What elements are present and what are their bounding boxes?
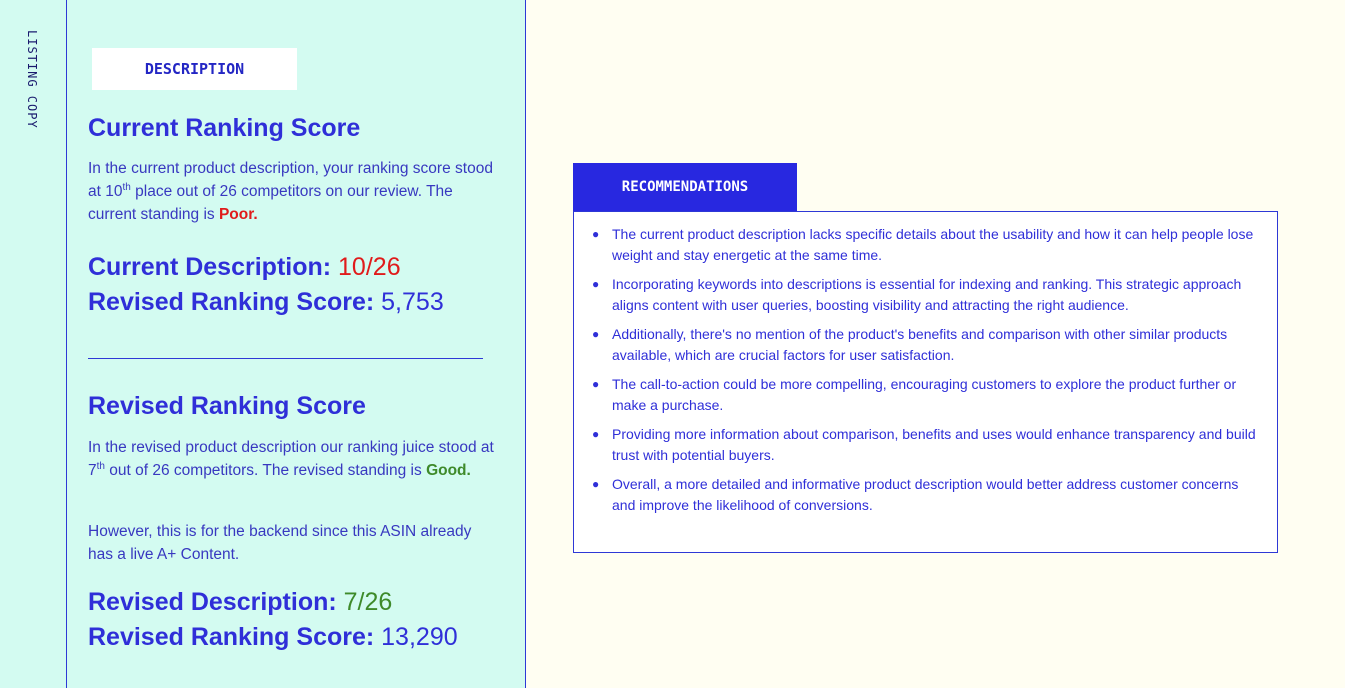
recommendation-item bbox=[592, 374, 1263, 415]
revised-rank-label: Revised Ranking Score: bbox=[88, 623, 382, 651]
current-ranking-heading: Current Ranking Score bbox=[88, 114, 361, 142]
revised-standing: Good. bbox=[426, 462, 471, 479]
current-place-suffix: th bbox=[122, 181, 131, 193]
side-label: LISTING COPY bbox=[25, 30, 39, 129]
revised-place-suffix: th bbox=[96, 460, 105, 472]
recommendation-text: Providing more information about comparison, benefits and uses would enhance transparency and build trust with potential buyers. bbox=[612, 426, 1256, 463]
current-description-line bbox=[88, 253, 401, 282]
recommendation-text: Incorporating keywords into descriptions is essential for indexing and ranking. This strategic approach aligns content with user queries, boosting visibility and attracting the right audience. bbox=[612, 276, 1242, 313]
recommendation-item bbox=[592, 274, 1263, 315]
description-tab[interactable]: DESCRIPTION bbox=[92, 48, 297, 90]
current-description-value: 10/26 bbox=[338, 253, 401, 281]
recommendations-tab[interactable]: RECOMMENDATIONS bbox=[573, 163, 797, 211]
revised-description-value: 7/26 bbox=[343, 588, 393, 616]
bullet-icon: ● bbox=[592, 227, 600, 241]
current-rank-value: 5,753 bbox=[381, 288, 444, 316]
section-divider bbox=[88, 358, 483, 359]
bullet-icon: ● bbox=[592, 277, 600, 291]
current-description-label: Current Description: bbox=[88, 253, 339, 281]
current-ranking-text bbox=[88, 157, 498, 226]
bullet-icon: ● bbox=[592, 427, 600, 441]
recommendations-list bbox=[574, 212, 1277, 515]
recommendation-text: The call-to-action could be more compelling, encouraging customers to explore the product further or make a purchase. bbox=[612, 376, 1237, 413]
revised-rank-line bbox=[88, 623, 458, 652]
current-standing: Poor. bbox=[218, 206, 258, 223]
revised-note: However, this is for the backend since this ASIN already has a live A+ Content. bbox=[88, 523, 472, 563]
bullet-icon: ● bbox=[592, 377, 600, 391]
recommendation-item bbox=[592, 424, 1263, 465]
recommendations-box bbox=[573, 211, 1278, 553]
revised-description-label: Revised Description: bbox=[88, 588, 344, 616]
revised-text-before: In the revised product description our ranking juice stood at 7 bbox=[88, 439, 494, 479]
recommendation-text: Overall, a more detailed and informative product description would better address customer concerns and improve the likelihood of conversions. bbox=[612, 476, 1239, 513]
bullet-icon: ● bbox=[592, 327, 600, 341]
bullet-icon: ● bbox=[592, 477, 600, 491]
description-panel bbox=[67, 0, 526, 688]
recommendation-item bbox=[592, 224, 1263, 265]
side-strip bbox=[0, 0, 67, 688]
revised-ranking-heading: Revised Ranking Score bbox=[88, 392, 366, 420]
revised-rank-value: 13,290 bbox=[381, 623, 458, 651]
current-rank-label: Revised Ranking Score: bbox=[88, 288, 382, 316]
revised-text-after: out of 26 competitors. The revised standing is bbox=[104, 462, 427, 479]
recommendation-text: The current product description lacks specific details about the usability and how it can help people lose weight and stay energetic at the same time. bbox=[612, 226, 1254, 263]
current-rank-line bbox=[88, 288, 444, 317]
recommendation-item bbox=[592, 474, 1263, 515]
current-text-before: In the current product description, your ranking score stood at 10 bbox=[88, 160, 493, 200]
revised-ranking-text bbox=[88, 436, 498, 482]
recommendation-text: Additionally, there's no mention of the product's benefits and comparison with other similar products available, which are crucial factors for user satisfaction. bbox=[612, 326, 1228, 363]
recommendation-item bbox=[592, 324, 1263, 365]
current-text-after: place out of 26 competitors on our review. The current standing is bbox=[88, 183, 453, 223]
revised-description-line bbox=[88, 588, 392, 617]
